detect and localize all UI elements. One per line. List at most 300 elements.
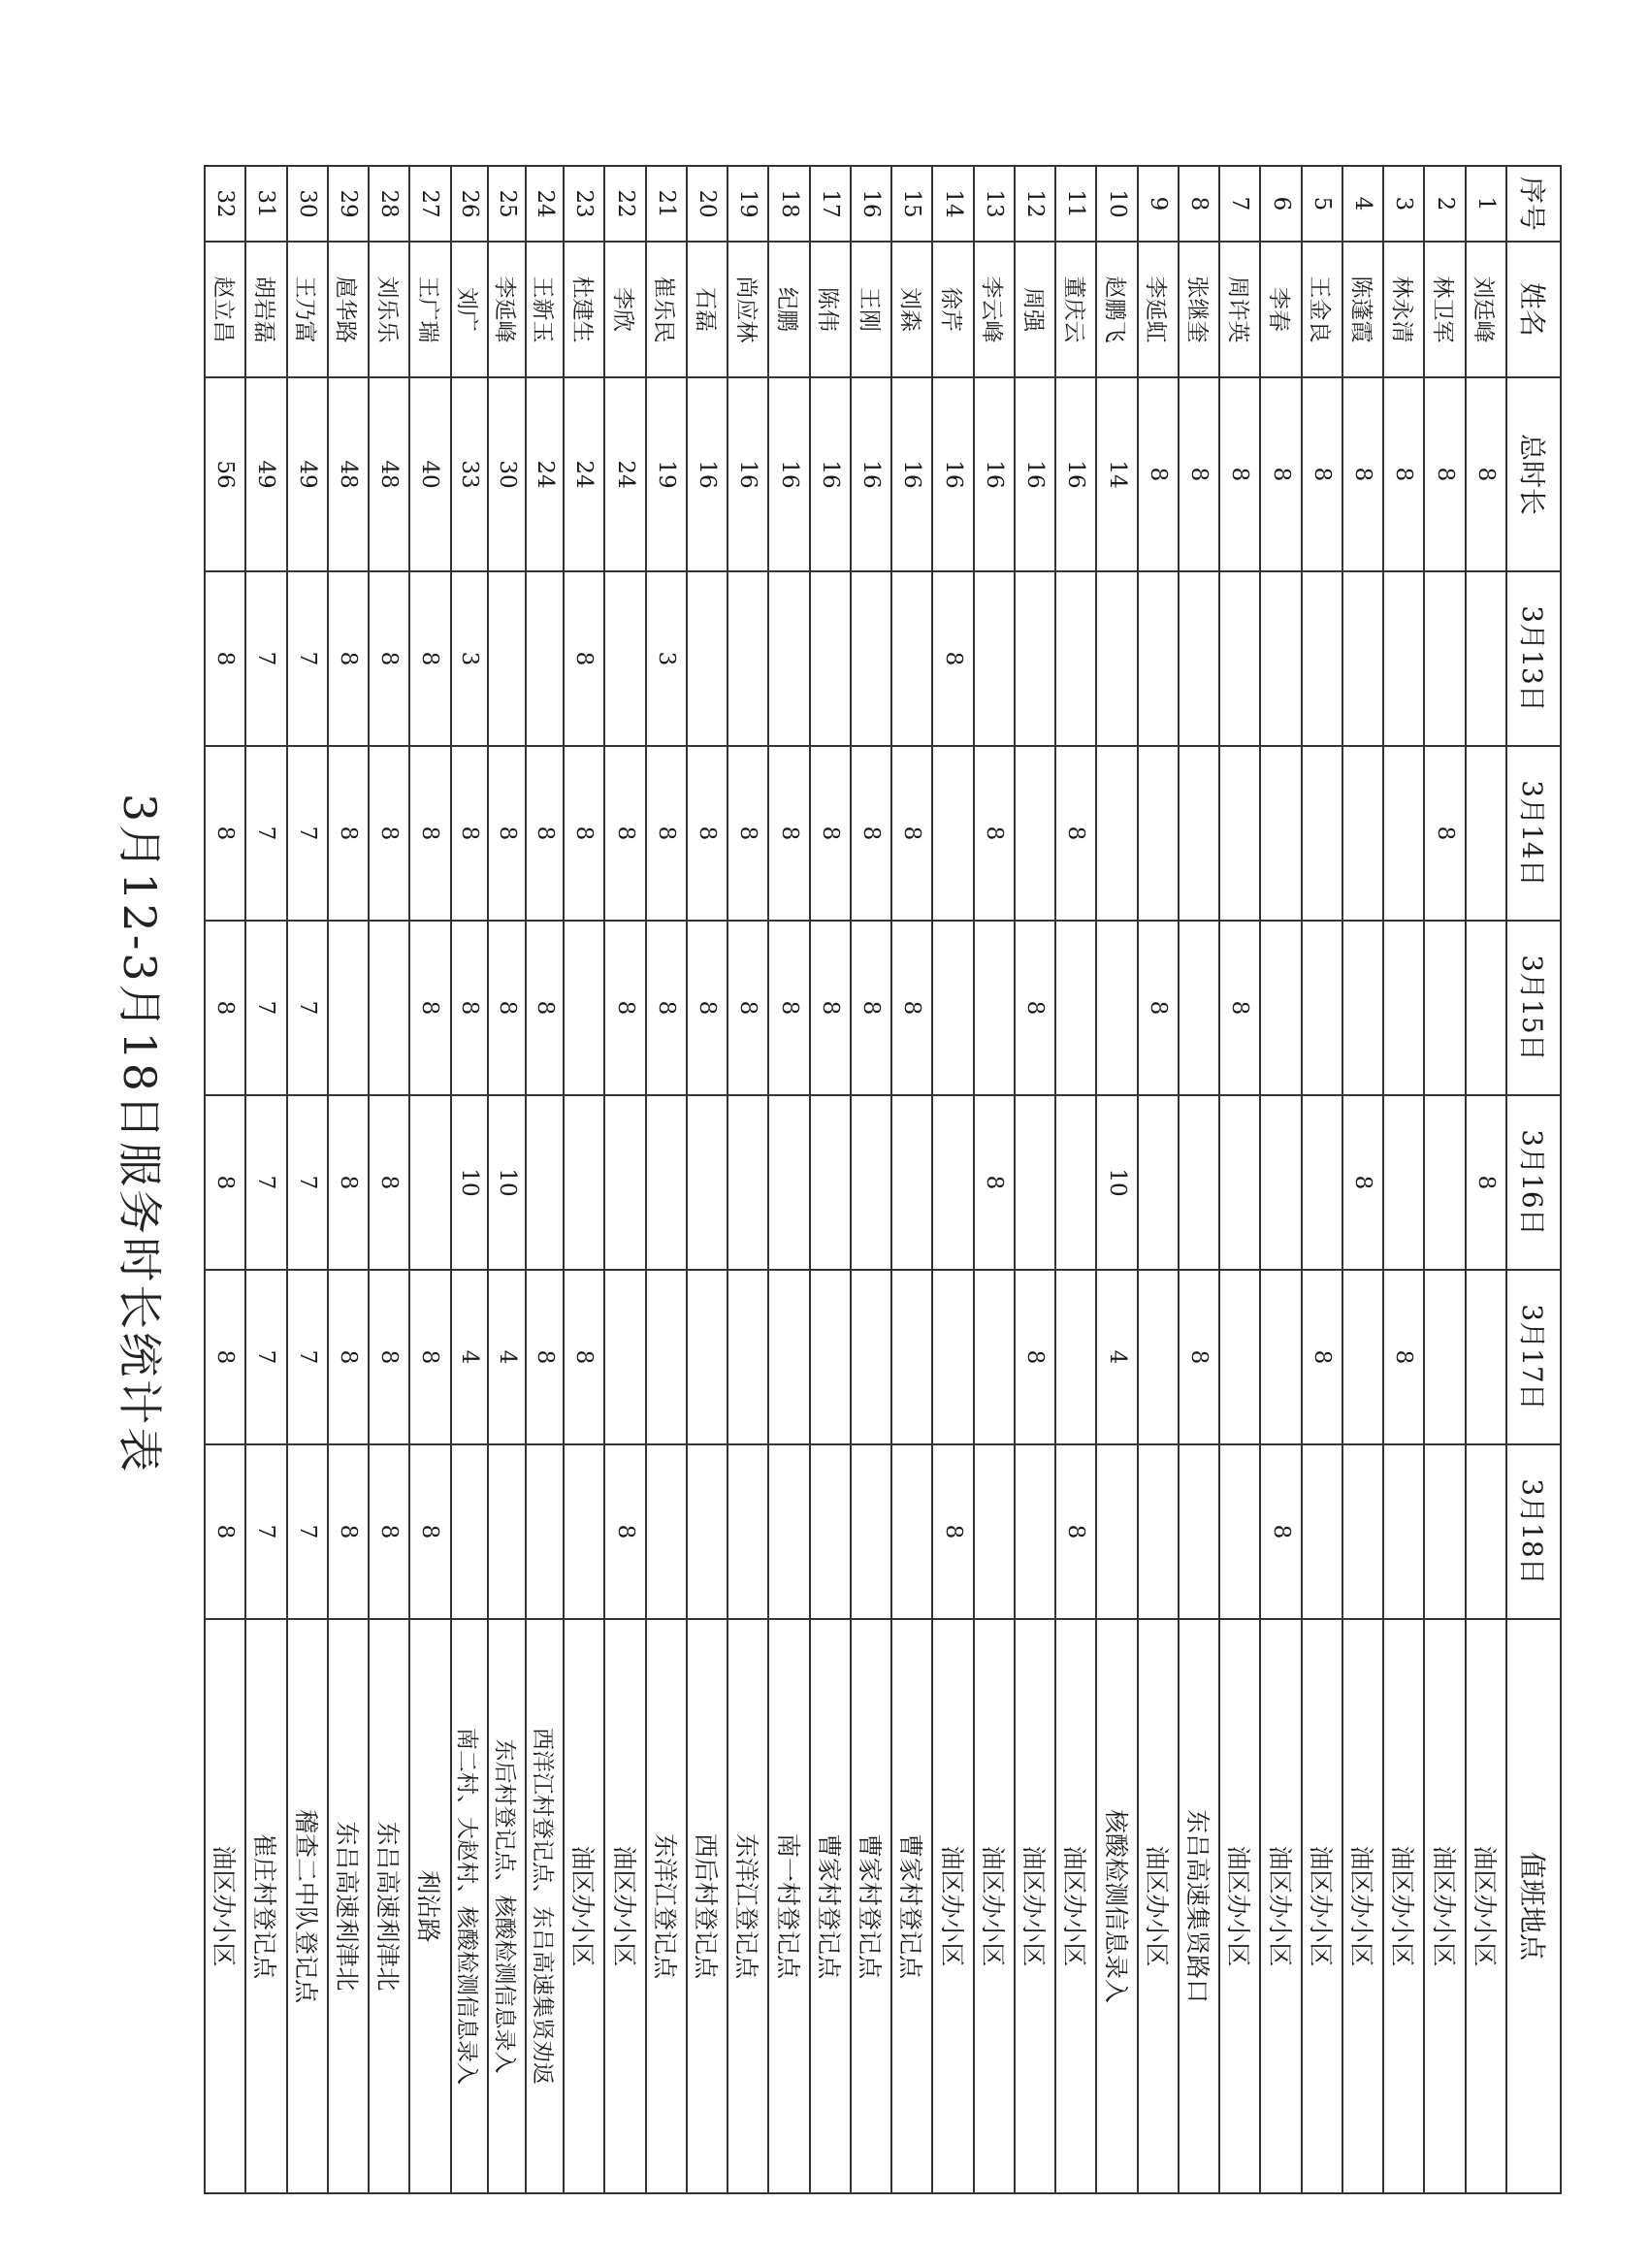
cell-name: 崔乐民 bbox=[646, 242, 687, 377]
cell-d17 bbox=[1055, 1270, 1096, 1444]
cell-d18 bbox=[769, 1444, 810, 1619]
cell-no: 14 bbox=[933, 166, 974, 242]
cell-total: 48 bbox=[369, 377, 409, 571]
cell-d18 bbox=[1179, 1444, 1219, 1619]
cell-location: 油区办小区 bbox=[1466, 1619, 1506, 2193]
cell-no: 27 bbox=[409, 166, 450, 242]
cell-total: 14 bbox=[1097, 377, 1138, 571]
cell-location: 油区办小区 bbox=[1055, 1619, 1096, 2193]
cell-no: 18 bbox=[769, 166, 810, 242]
cell-d16 bbox=[1015, 1095, 1055, 1270]
cell-d15 bbox=[974, 921, 1015, 1095]
cell-d13 bbox=[1261, 571, 1302, 746]
cell-d13 bbox=[1342, 571, 1383, 746]
cell-d16: 8 bbox=[328, 1095, 369, 1270]
table-row bbox=[687, 166, 728, 2193]
header-d18: 3月18日 bbox=[1506, 1444, 1561, 1619]
cell-d15: 8 bbox=[728, 921, 768, 1095]
cell-d16: 8 bbox=[1466, 1095, 1506, 1270]
cell-d17: 4 bbox=[1097, 1270, 1138, 1444]
cell-d14: 8 bbox=[1425, 746, 1466, 921]
cell-d13 bbox=[1055, 571, 1096, 746]
table-row bbox=[488, 166, 526, 2193]
cell-d13: 8 bbox=[328, 571, 369, 746]
cell-total: 49 bbox=[245, 377, 286, 571]
cell-no: 11 bbox=[1055, 166, 1096, 242]
header-d13: 3月13日 bbox=[1506, 571, 1561, 746]
cell-d15: 8 bbox=[646, 921, 687, 1095]
cell-location: 油区办小区 bbox=[605, 1619, 646, 2193]
cell-d13 bbox=[1179, 571, 1219, 746]
cell-d13 bbox=[1015, 571, 1055, 746]
cell-d13: 8 bbox=[933, 571, 974, 746]
cell-d17: 8 bbox=[205, 1270, 245, 1444]
cell-total: 8 bbox=[1179, 377, 1219, 571]
table-row bbox=[1015, 166, 1055, 2193]
cell-total: 16 bbox=[1055, 377, 1096, 571]
cell-d13 bbox=[1466, 571, 1506, 746]
cell-d14: 8 bbox=[488, 746, 526, 921]
cell-total: 49 bbox=[287, 377, 328, 571]
table-row bbox=[1466, 166, 1506, 2193]
table-row bbox=[1138, 166, 1179, 2193]
cell-d14: 8 bbox=[851, 746, 891, 921]
cell-d14: 8 bbox=[369, 746, 409, 921]
table-row bbox=[409, 166, 450, 2193]
cell-location: 曹家村登记点 bbox=[810, 1619, 851, 2193]
cell-no: 15 bbox=[891, 166, 932, 242]
cell-location: 东洋江登记点 bbox=[728, 1619, 768, 2193]
table-row bbox=[933, 166, 974, 2193]
cell-d18: 8 bbox=[328, 1444, 369, 1619]
cell-d17 bbox=[891, 1270, 932, 1444]
cell-name: 李云峰 bbox=[974, 242, 1015, 377]
cell-d15: 8 bbox=[409, 921, 450, 1095]
cell-d18 bbox=[1342, 1444, 1383, 1619]
cell-location: 油区办小区 bbox=[564, 1619, 604, 2193]
cell-no: 21 bbox=[646, 166, 687, 242]
cell-d18 bbox=[451, 1444, 489, 1619]
cell-d15 bbox=[1055, 921, 1096, 1095]
cell-d14: 8 bbox=[810, 746, 851, 921]
cell-d18: 8 bbox=[409, 1444, 450, 1619]
cell-d13 bbox=[1302, 571, 1342, 746]
cell-location: 曹家村登记点 bbox=[851, 1619, 891, 2193]
cell-total: 48 bbox=[328, 377, 369, 571]
table-row bbox=[769, 166, 810, 2193]
cell-d16: 8 bbox=[974, 1095, 1015, 1270]
cell-location: 油区办小区 bbox=[1138, 1619, 1179, 2193]
cell-d17: 8 bbox=[1383, 1270, 1424, 1444]
cell-total: 16 bbox=[933, 377, 974, 571]
cell-d18 bbox=[1097, 1444, 1138, 1619]
cell-total: 8 bbox=[1261, 377, 1302, 571]
cell-location: 西后村登记点 bbox=[687, 1619, 728, 2193]
cell-name: 杜建生 bbox=[564, 242, 604, 377]
cell-d14: 8 bbox=[409, 746, 450, 921]
cell-d14: 7 bbox=[287, 746, 328, 921]
cell-d18 bbox=[646, 1444, 687, 1619]
cell-d17: 4 bbox=[451, 1270, 489, 1444]
cell-d18 bbox=[891, 1444, 932, 1619]
cell-d18 bbox=[687, 1444, 728, 1619]
cell-no: 7 bbox=[1219, 166, 1260, 242]
cell-d16 bbox=[769, 1095, 810, 1270]
cell-d18 bbox=[1219, 1444, 1260, 1619]
cell-d15: 8 bbox=[810, 921, 851, 1095]
header-d14: 3月14日 bbox=[1506, 746, 1561, 921]
cell-d15 bbox=[1466, 921, 1506, 1095]
cell-total: 8 bbox=[1219, 377, 1260, 571]
cell-location: 油区办小区 bbox=[1425, 1619, 1466, 2193]
cell-d15: 8 bbox=[605, 921, 646, 1095]
cell-d13 bbox=[1383, 571, 1424, 746]
cell-d15: 8 bbox=[1219, 921, 1260, 1095]
cell-d17: 8 bbox=[564, 1270, 604, 1444]
table-row bbox=[1383, 166, 1424, 2193]
cell-d14: 8 bbox=[451, 746, 489, 921]
cell-total: 16 bbox=[728, 377, 768, 571]
cell-d16: 10 bbox=[451, 1095, 489, 1270]
cell-name: 刘广 bbox=[451, 242, 489, 377]
cell-d16: 7 bbox=[245, 1095, 286, 1270]
table-row bbox=[851, 166, 891, 2193]
cell-d14: 8 bbox=[728, 746, 768, 921]
cell-d16 bbox=[1302, 1095, 1342, 1270]
cell-name: 刘森 bbox=[891, 242, 932, 377]
cell-name: 王金良 bbox=[1302, 242, 1342, 377]
cell-d15 bbox=[933, 921, 974, 1095]
table-row bbox=[1342, 166, 1383, 2193]
cell-d18 bbox=[1425, 1444, 1466, 1619]
cell-d17 bbox=[1138, 1270, 1179, 1444]
cell-d13: 8 bbox=[369, 571, 409, 746]
cell-total: 16 bbox=[891, 377, 932, 571]
cell-d14: 8 bbox=[1055, 746, 1096, 921]
cell-d14: 8 bbox=[646, 746, 687, 921]
cell-d17 bbox=[851, 1270, 891, 1444]
cell-d15: 7 bbox=[245, 921, 286, 1095]
cell-d18: 7 bbox=[245, 1444, 286, 1619]
cell-location: 东吕高速利津北 bbox=[369, 1619, 409, 2193]
cell-d16 bbox=[687, 1095, 728, 1270]
cell-d16 bbox=[891, 1095, 932, 1270]
cell-total: 8 bbox=[1302, 377, 1342, 571]
cell-d18: 7 bbox=[287, 1444, 328, 1619]
cell-d13 bbox=[1425, 571, 1466, 746]
cell-no: 32 bbox=[205, 166, 245, 242]
cell-name: 赵立昌 bbox=[205, 242, 245, 377]
cell-d13 bbox=[810, 571, 851, 746]
cell-d13 bbox=[488, 571, 526, 746]
cell-d14 bbox=[1097, 746, 1138, 921]
cell-d16 bbox=[1179, 1095, 1219, 1270]
cell-d16 bbox=[810, 1095, 851, 1270]
service-hours-table bbox=[204, 165, 1562, 2194]
header-no: 序号 bbox=[1506, 166, 1561, 242]
cell-d18 bbox=[1383, 1444, 1424, 1619]
cell-d15 bbox=[369, 921, 409, 1095]
cell-d13 bbox=[526, 571, 564, 746]
cell-location: 曹家村登记点 bbox=[891, 1619, 932, 2193]
cell-d14 bbox=[1138, 746, 1179, 921]
cell-d16 bbox=[526, 1095, 564, 1270]
cell-d18 bbox=[564, 1444, 604, 1619]
cell-d17: 7 bbox=[245, 1270, 286, 1444]
cell-d13 bbox=[851, 571, 891, 746]
cell-total: 16 bbox=[851, 377, 891, 571]
cell-d14: 7 bbox=[245, 746, 286, 921]
cell-d18 bbox=[728, 1444, 768, 1619]
cell-d17: 8 bbox=[1179, 1270, 1219, 1444]
cell-d15: 8 bbox=[205, 921, 245, 1095]
cell-d18: 8 bbox=[369, 1444, 409, 1619]
cell-d15 bbox=[1425, 921, 1466, 1095]
cell-d16: 10 bbox=[1097, 1095, 1138, 1270]
cell-no: 24 bbox=[526, 166, 564, 242]
cell-total: 56 bbox=[205, 377, 245, 571]
table-row bbox=[1055, 166, 1096, 2193]
header-total: 总时长 bbox=[1506, 377, 1561, 571]
cell-d13: 8 bbox=[205, 571, 245, 746]
table-row bbox=[1219, 166, 1260, 2193]
cell-d15: 8 bbox=[851, 921, 891, 1095]
cell-d18 bbox=[1466, 1444, 1506, 1619]
cell-no: 5 bbox=[1302, 166, 1342, 242]
cell-d14: 8 bbox=[526, 746, 564, 921]
cell-location: 东吕高速利津北 bbox=[328, 1619, 369, 2193]
cell-total: 8 bbox=[1383, 377, 1424, 571]
cell-d18: 8 bbox=[1055, 1444, 1096, 1619]
cell-d17: 8 bbox=[526, 1270, 564, 1444]
cell-total: 16 bbox=[974, 377, 1015, 571]
cell-total: 24 bbox=[526, 377, 564, 571]
cell-name: 李延虹 bbox=[1138, 242, 1179, 377]
table-row bbox=[1302, 166, 1342, 2193]
cell-d15: 8 bbox=[1015, 921, 1055, 1095]
cell-d17 bbox=[687, 1270, 728, 1444]
cell-d18 bbox=[974, 1444, 1015, 1619]
cell-d13: 8 bbox=[409, 571, 450, 746]
cell-no: 10 bbox=[1097, 166, 1138, 242]
cell-no: 2 bbox=[1425, 166, 1466, 242]
cell-d18: 8 bbox=[1261, 1444, 1302, 1619]
cell-d17: 8 bbox=[1302, 1270, 1342, 1444]
table-row bbox=[646, 166, 687, 2193]
cell-location: 西洋江村登记点、东吕高速集贤劝返 bbox=[526, 1619, 564, 2193]
cell-d14: 8 bbox=[205, 746, 245, 921]
cell-d14 bbox=[933, 746, 974, 921]
cell-no: 17 bbox=[810, 166, 851, 242]
cell-d15: 8 bbox=[1138, 921, 1179, 1095]
header-row bbox=[1506, 166, 1561, 2193]
cell-no: 6 bbox=[1261, 166, 1302, 242]
cell-d17: 8 bbox=[1015, 1270, 1055, 1444]
cell-d15: 7 bbox=[287, 921, 328, 1095]
cell-d18 bbox=[1138, 1444, 1179, 1619]
cell-d14: 8 bbox=[891, 746, 932, 921]
cell-location: 油区办小区 bbox=[1261, 1619, 1302, 2193]
cell-total: 8 bbox=[1425, 377, 1466, 571]
cell-no: 31 bbox=[245, 166, 286, 242]
cell-no: 20 bbox=[687, 166, 728, 242]
cell-d17 bbox=[974, 1270, 1015, 1444]
cell-name: 尚应林 bbox=[728, 242, 768, 377]
cell-no: 28 bbox=[369, 166, 409, 242]
cell-d17: 7 bbox=[287, 1270, 328, 1444]
cell-d13 bbox=[728, 571, 768, 746]
cell-location: 东吕高速集贤路口 bbox=[1179, 1619, 1219, 2193]
cell-location: 油区办小区 bbox=[1015, 1619, 1055, 2193]
cell-d17: 8 bbox=[409, 1270, 450, 1444]
cell-d17: 8 bbox=[369, 1270, 409, 1444]
cell-d15 bbox=[1179, 921, 1219, 1095]
cell-d13 bbox=[769, 571, 810, 746]
cell-name: 徐芹 bbox=[933, 242, 974, 377]
cell-no: 13 bbox=[974, 166, 1015, 242]
cell-name: 胡岩磊 bbox=[245, 242, 286, 377]
header-d17: 3月17日 bbox=[1506, 1270, 1561, 1444]
table-row bbox=[974, 166, 1015, 2193]
cell-no: 3 bbox=[1383, 166, 1424, 242]
cell-name: 陈蓬霞 bbox=[1342, 242, 1383, 377]
table-row bbox=[810, 166, 851, 2193]
table-row bbox=[205, 166, 245, 2193]
table-row bbox=[564, 166, 604, 2193]
cell-location: 油区办小区 bbox=[1219, 1619, 1260, 2193]
cell-d14: 8 bbox=[328, 746, 369, 921]
cell-no: 12 bbox=[1015, 166, 1055, 242]
cell-name: 张继奎 bbox=[1179, 242, 1219, 377]
cell-d15 bbox=[328, 921, 369, 1095]
header-d15: 3月15日 bbox=[1506, 921, 1561, 1095]
cell-location: 东洋江登记点 bbox=[646, 1619, 687, 2193]
cell-d18 bbox=[1302, 1444, 1342, 1619]
table-row bbox=[287, 166, 328, 2193]
cell-d17 bbox=[605, 1270, 646, 1444]
cell-d16 bbox=[851, 1095, 891, 1270]
cell-d16 bbox=[1138, 1095, 1179, 1270]
cell-location: 油区办小区 bbox=[1342, 1619, 1383, 2193]
cell-total: 33 bbox=[451, 377, 489, 571]
cell-name: 刘乐乐 bbox=[369, 242, 409, 377]
cell-d18 bbox=[526, 1444, 564, 1619]
cell-d16 bbox=[646, 1095, 687, 1270]
table-row bbox=[1425, 166, 1466, 2193]
cell-total: 30 bbox=[488, 377, 526, 571]
cell-name: 王广瑞 bbox=[409, 242, 450, 377]
cell-d16 bbox=[933, 1095, 974, 1270]
cell-d15: 8 bbox=[769, 921, 810, 1095]
cell-location: 核酸检测信息录入 bbox=[1097, 1619, 1138, 2193]
cell-d14: 8 bbox=[605, 746, 646, 921]
cell-total: 40 bbox=[409, 377, 450, 571]
cell-d15: 8 bbox=[526, 921, 564, 1095]
cell-d13: 8 bbox=[564, 571, 604, 746]
cell-d16: 8 bbox=[1342, 1095, 1383, 1270]
cell-d17 bbox=[933, 1270, 974, 1444]
cell-d16 bbox=[605, 1095, 646, 1270]
cell-d16: 8 bbox=[205, 1095, 245, 1270]
cell-location: 油区办小区 bbox=[1302, 1619, 1342, 2193]
cell-d13 bbox=[1219, 571, 1260, 746]
cell-d16 bbox=[409, 1095, 450, 1270]
cell-d17 bbox=[1425, 1270, 1466, 1444]
cell-d16 bbox=[1261, 1095, 1302, 1270]
cell-d18 bbox=[810, 1444, 851, 1619]
cell-no: 22 bbox=[605, 166, 646, 242]
cell-location: 油区办小区 bbox=[933, 1619, 974, 2193]
cell-name: 李欣 bbox=[605, 242, 646, 377]
cell-d14: 8 bbox=[769, 746, 810, 921]
cell-d18 bbox=[1015, 1444, 1055, 1619]
cell-d15 bbox=[1302, 921, 1342, 1095]
cell-no: 19 bbox=[728, 166, 768, 242]
cell-location: 利沾路 bbox=[409, 1619, 450, 2193]
cell-d14: 8 bbox=[974, 746, 1015, 921]
table-row bbox=[891, 166, 932, 2193]
cell-d15: 8 bbox=[451, 921, 489, 1095]
cell-d13: 3 bbox=[646, 571, 687, 746]
cell-d18: 8 bbox=[205, 1444, 245, 1619]
cell-location: 油区办小区 bbox=[1383, 1619, 1424, 2193]
cell-name: 王刚 bbox=[851, 242, 891, 377]
cell-d15: 8 bbox=[488, 921, 526, 1095]
cell-total: 16 bbox=[810, 377, 851, 571]
cell-location: 油区办小区 bbox=[974, 1619, 1015, 2193]
cell-total: 24 bbox=[564, 377, 604, 571]
cell-no: 9 bbox=[1138, 166, 1179, 242]
header-d16: 3月16日 bbox=[1506, 1095, 1561, 1270]
cell-d18: 8 bbox=[933, 1444, 974, 1619]
cell-d17 bbox=[1219, 1270, 1260, 1444]
cell-d16 bbox=[1219, 1095, 1260, 1270]
cell-no: 8 bbox=[1179, 166, 1219, 242]
cell-name: 扈华路 bbox=[328, 242, 369, 377]
cell-name: 陈伟 bbox=[810, 242, 851, 377]
table-row bbox=[526, 166, 564, 2193]
cell-d16 bbox=[728, 1095, 768, 1270]
cell-d17: 8 bbox=[328, 1270, 369, 1444]
cell-d16: 10 bbox=[488, 1095, 526, 1270]
cell-name: 林卫军 bbox=[1425, 242, 1466, 377]
cell-name: 周强 bbox=[1015, 242, 1055, 377]
cell-location: 油区办小区 bbox=[205, 1619, 245, 2193]
cell-d13: 7 bbox=[287, 571, 328, 746]
cell-d17 bbox=[1342, 1270, 1383, 1444]
cell-name: 董庆云 bbox=[1055, 242, 1096, 377]
table-row bbox=[245, 166, 286, 2193]
cell-total: 16 bbox=[769, 377, 810, 571]
cell-no: 1 bbox=[1466, 166, 1506, 242]
cell-d14 bbox=[1219, 746, 1260, 921]
cell-name: 刘廷峰 bbox=[1466, 242, 1506, 377]
table-row bbox=[1261, 166, 1302, 2193]
cell-d14 bbox=[1179, 746, 1219, 921]
cell-d14: 8 bbox=[564, 746, 604, 921]
page-title: 3月12-3月18日服务时长统计表 bbox=[113, 793, 166, 1475]
cell-total: 8 bbox=[1466, 377, 1506, 571]
table-row bbox=[1179, 166, 1219, 2193]
cell-total: 16 bbox=[687, 377, 728, 571]
cell-d18: 8 bbox=[605, 1444, 646, 1619]
table-row bbox=[369, 166, 409, 2193]
cell-d13: 3 bbox=[451, 571, 489, 746]
cell-no: 16 bbox=[851, 166, 891, 242]
header-name: 姓名 bbox=[1506, 242, 1561, 377]
cell-location: 稽查二中队登记点 bbox=[287, 1619, 328, 2193]
cell-d13 bbox=[605, 571, 646, 746]
